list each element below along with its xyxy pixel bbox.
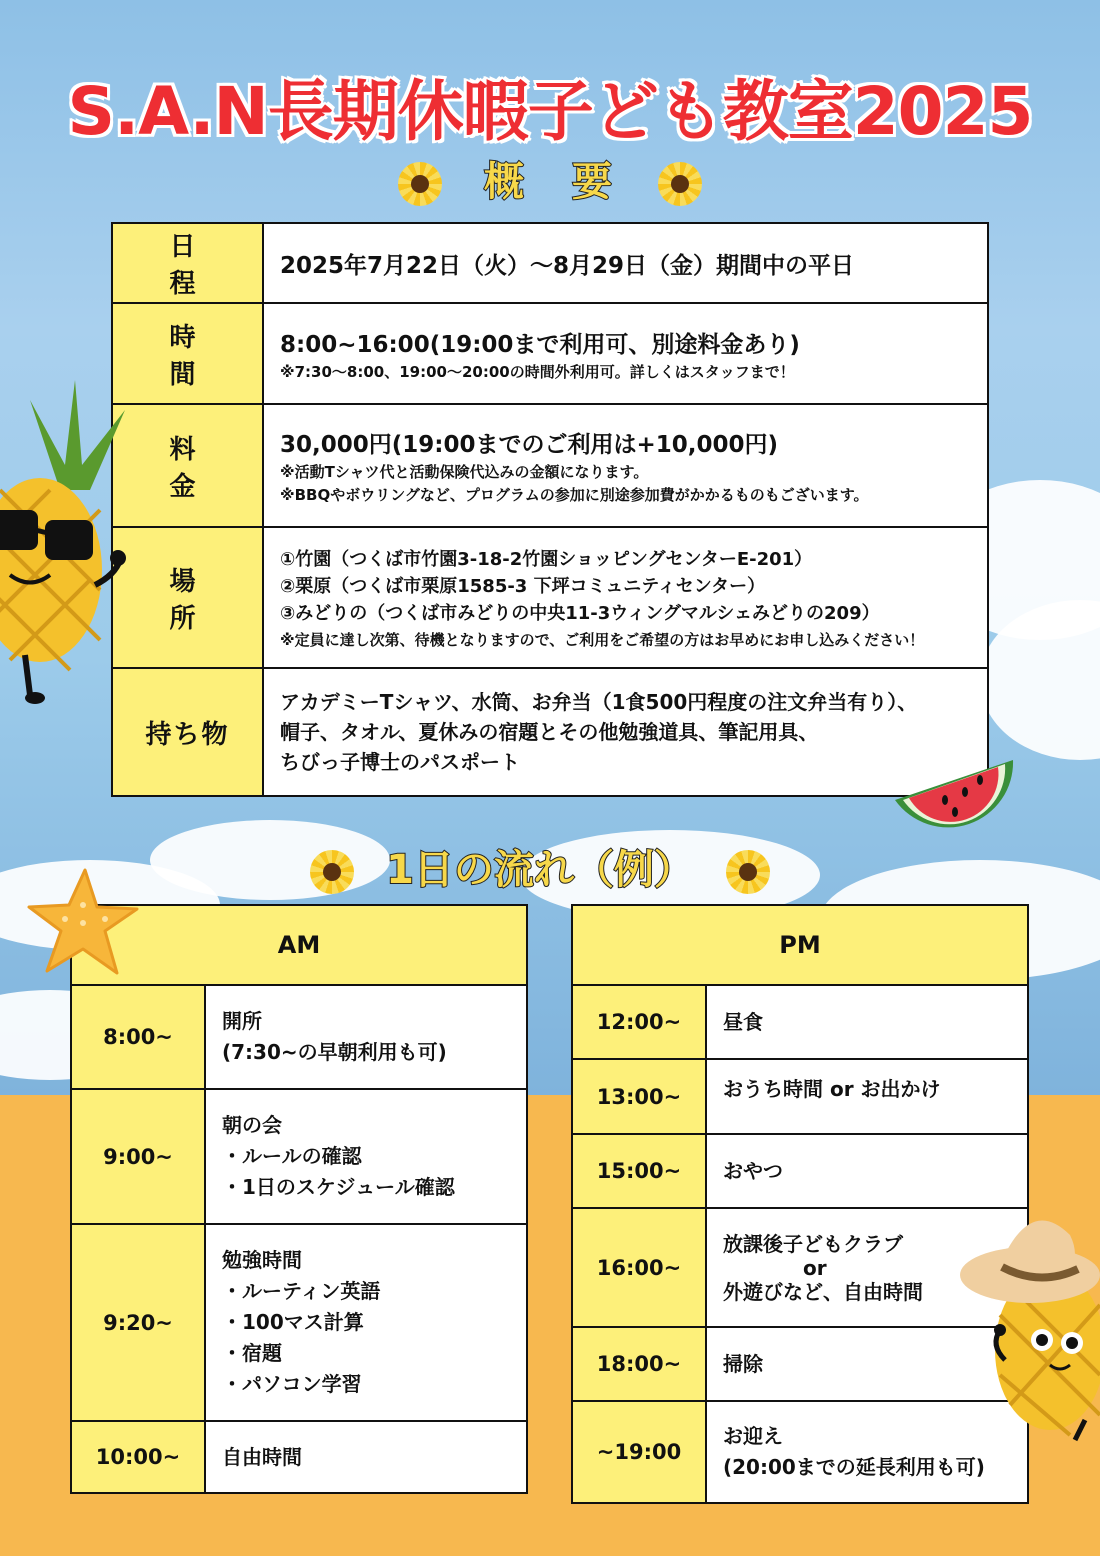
- schedule-text: 掃除: [723, 1351, 763, 1376]
- schedule-text: 朝の会: [222, 1113, 282, 1137]
- overview-table: [111, 222, 989, 797]
- schedule-text: おやつ: [723, 1158, 783, 1183]
- schedule-row: [71, 1224, 527, 1421]
- pm-header: PM: [572, 905, 1028, 985]
- row-label: 時 間: [112, 303, 263, 404]
- schedule-text: 勉強時間: [222, 1248, 302, 1272]
- watermelon-icon: [885, 740, 1020, 850]
- schedule-text: 外遊びなど、自由時間: [723, 1279, 923, 1304]
- place-line: ③みどりの（つくば市みどりの中央11-3ウィングマルシェみどりの209）: [280, 602, 880, 624]
- row-value: 8:00~16:00(19:00まで利用可、別途料金あり): [280, 331, 800, 358]
- starfish-icon: [25, 865, 140, 980]
- schedule-time: 9:20~: [71, 1224, 205, 1421]
- row-label: 場 所: [112, 527, 263, 668]
- overview-heading: [0, 150, 1100, 207]
- overview-row-date: [112, 223, 988, 303]
- schedule-heading-text: 1日の流れ（例）: [386, 847, 694, 893]
- schedule-text: ・1日のスケジュール確認: [222, 1175, 455, 1199]
- row-label: 料 金: [112, 404, 263, 527]
- schedule-text: (20:00までの延長利用も可): [723, 1455, 985, 1479]
- row-note: ※活動Tシャツ代と活動保険代込みの金額になります。: [280, 463, 649, 481]
- items-line: アカデミーTシャツ、水筒、お弁当（1食500円程度の注文弁当有り）、: [280, 690, 918, 714]
- schedule-text: ・100マス計算: [222, 1310, 364, 1334]
- sunflower-icon: [310, 850, 354, 894]
- schedule-text: お迎え: [723, 1424, 783, 1448]
- row-note: ※定員に達し次第、待機となりますので、ご利用をご希望の方はお早めにお申し込みください！: [280, 630, 925, 649]
- row-label: 持ち物: [112, 668, 263, 796]
- schedule-text: 放課後子どもクラブ: [723, 1231, 903, 1256]
- row-value: 30,000円(19:00までのご利用は+10,000円): [280, 432, 779, 458]
- am-header: AM: [71, 905, 527, 985]
- schedule-text: ・ルールの確認: [222, 1144, 362, 1168]
- row-note: ※7:30〜8:00、19:00〜20:00の時間外利用可。詳しくはスタッフまで！: [280, 362, 795, 381]
- pineapple-hat-icon: [960, 1195, 1100, 1445]
- schedule-time: 9:00~: [71, 1089, 205, 1224]
- am-schedule-table: [70, 904, 528, 1494]
- schedule-text: ・パソコン学習: [222, 1372, 362, 1396]
- schedule-row: [71, 1089, 527, 1224]
- overview-row-items: [112, 668, 988, 796]
- schedule-text: 昼食: [723, 1009, 763, 1034]
- overview-row-place: [112, 527, 988, 668]
- schedule-time: 16:00~: [572, 1208, 706, 1327]
- schedule-time: 18:00~: [572, 1327, 706, 1401]
- schedule-text: 自由時間: [222, 1444, 302, 1469]
- sunflower-icon: [398, 162, 442, 206]
- place-line: ①竹園（つくば市竹園3-18-2竹園ショッピングセンターE-201）: [280, 548, 813, 570]
- schedule-time: 8:00~: [71, 985, 205, 1089]
- schedule-text: ・ルーティン英語: [222, 1279, 381, 1303]
- schedule-time: 15:00~: [572, 1134, 706, 1208]
- row-label: 日 程: [112, 223, 263, 303]
- schedule-text: or: [803, 1255, 827, 1280]
- schedule-time: 12:00~: [572, 985, 706, 1059]
- schedule-row: [71, 985, 527, 1089]
- schedule-time: 13:00~: [572, 1059, 706, 1134]
- schedule-time: ~19:00: [572, 1401, 706, 1503]
- sunflower-icon: [658, 162, 702, 206]
- place-line: ②栗原（つくば市栗原1585-3 下坪コミュニティセンター）: [280, 575, 766, 597]
- schedule-row: [71, 1421, 527, 1493]
- row-note: ※BBQやボウリングなど、プログラムの参加に別途参加費がかかるものもございます。: [280, 486, 869, 504]
- schedule-text: ・宿題: [222, 1341, 282, 1365]
- schedule-text: おうち時間 or お出かけ: [723, 1077, 941, 1101]
- schedule-text: (7:30~の早朝利用も可): [222, 1040, 447, 1064]
- overview-heading-text: 概 要: [484, 159, 616, 205]
- pineapple-sunglasses-icon: [0, 380, 140, 710]
- page-title: S.A.N長期休暇子ども教室2025: [67, 73, 1033, 150]
- schedule-text: 開所: [222, 1009, 262, 1033]
- overview-row-time: [112, 303, 988, 404]
- row-value: 2025年7月22日（火）〜8月29日（金）期間中の平日: [280, 252, 855, 279]
- schedule-row: [572, 985, 1028, 1059]
- items-line: 帽子、タオル、夏休みの宿題とその他勉強道具、筆記用具、: [280, 720, 819, 744]
- overview-row-fee: [112, 404, 988, 527]
- schedule-row: [572, 1059, 1028, 1134]
- sunflower-icon: [726, 850, 770, 894]
- items-line: ちびっ子博士のパスポート: [280, 750, 520, 774]
- schedule-time: 10:00~: [71, 1421, 205, 1493]
